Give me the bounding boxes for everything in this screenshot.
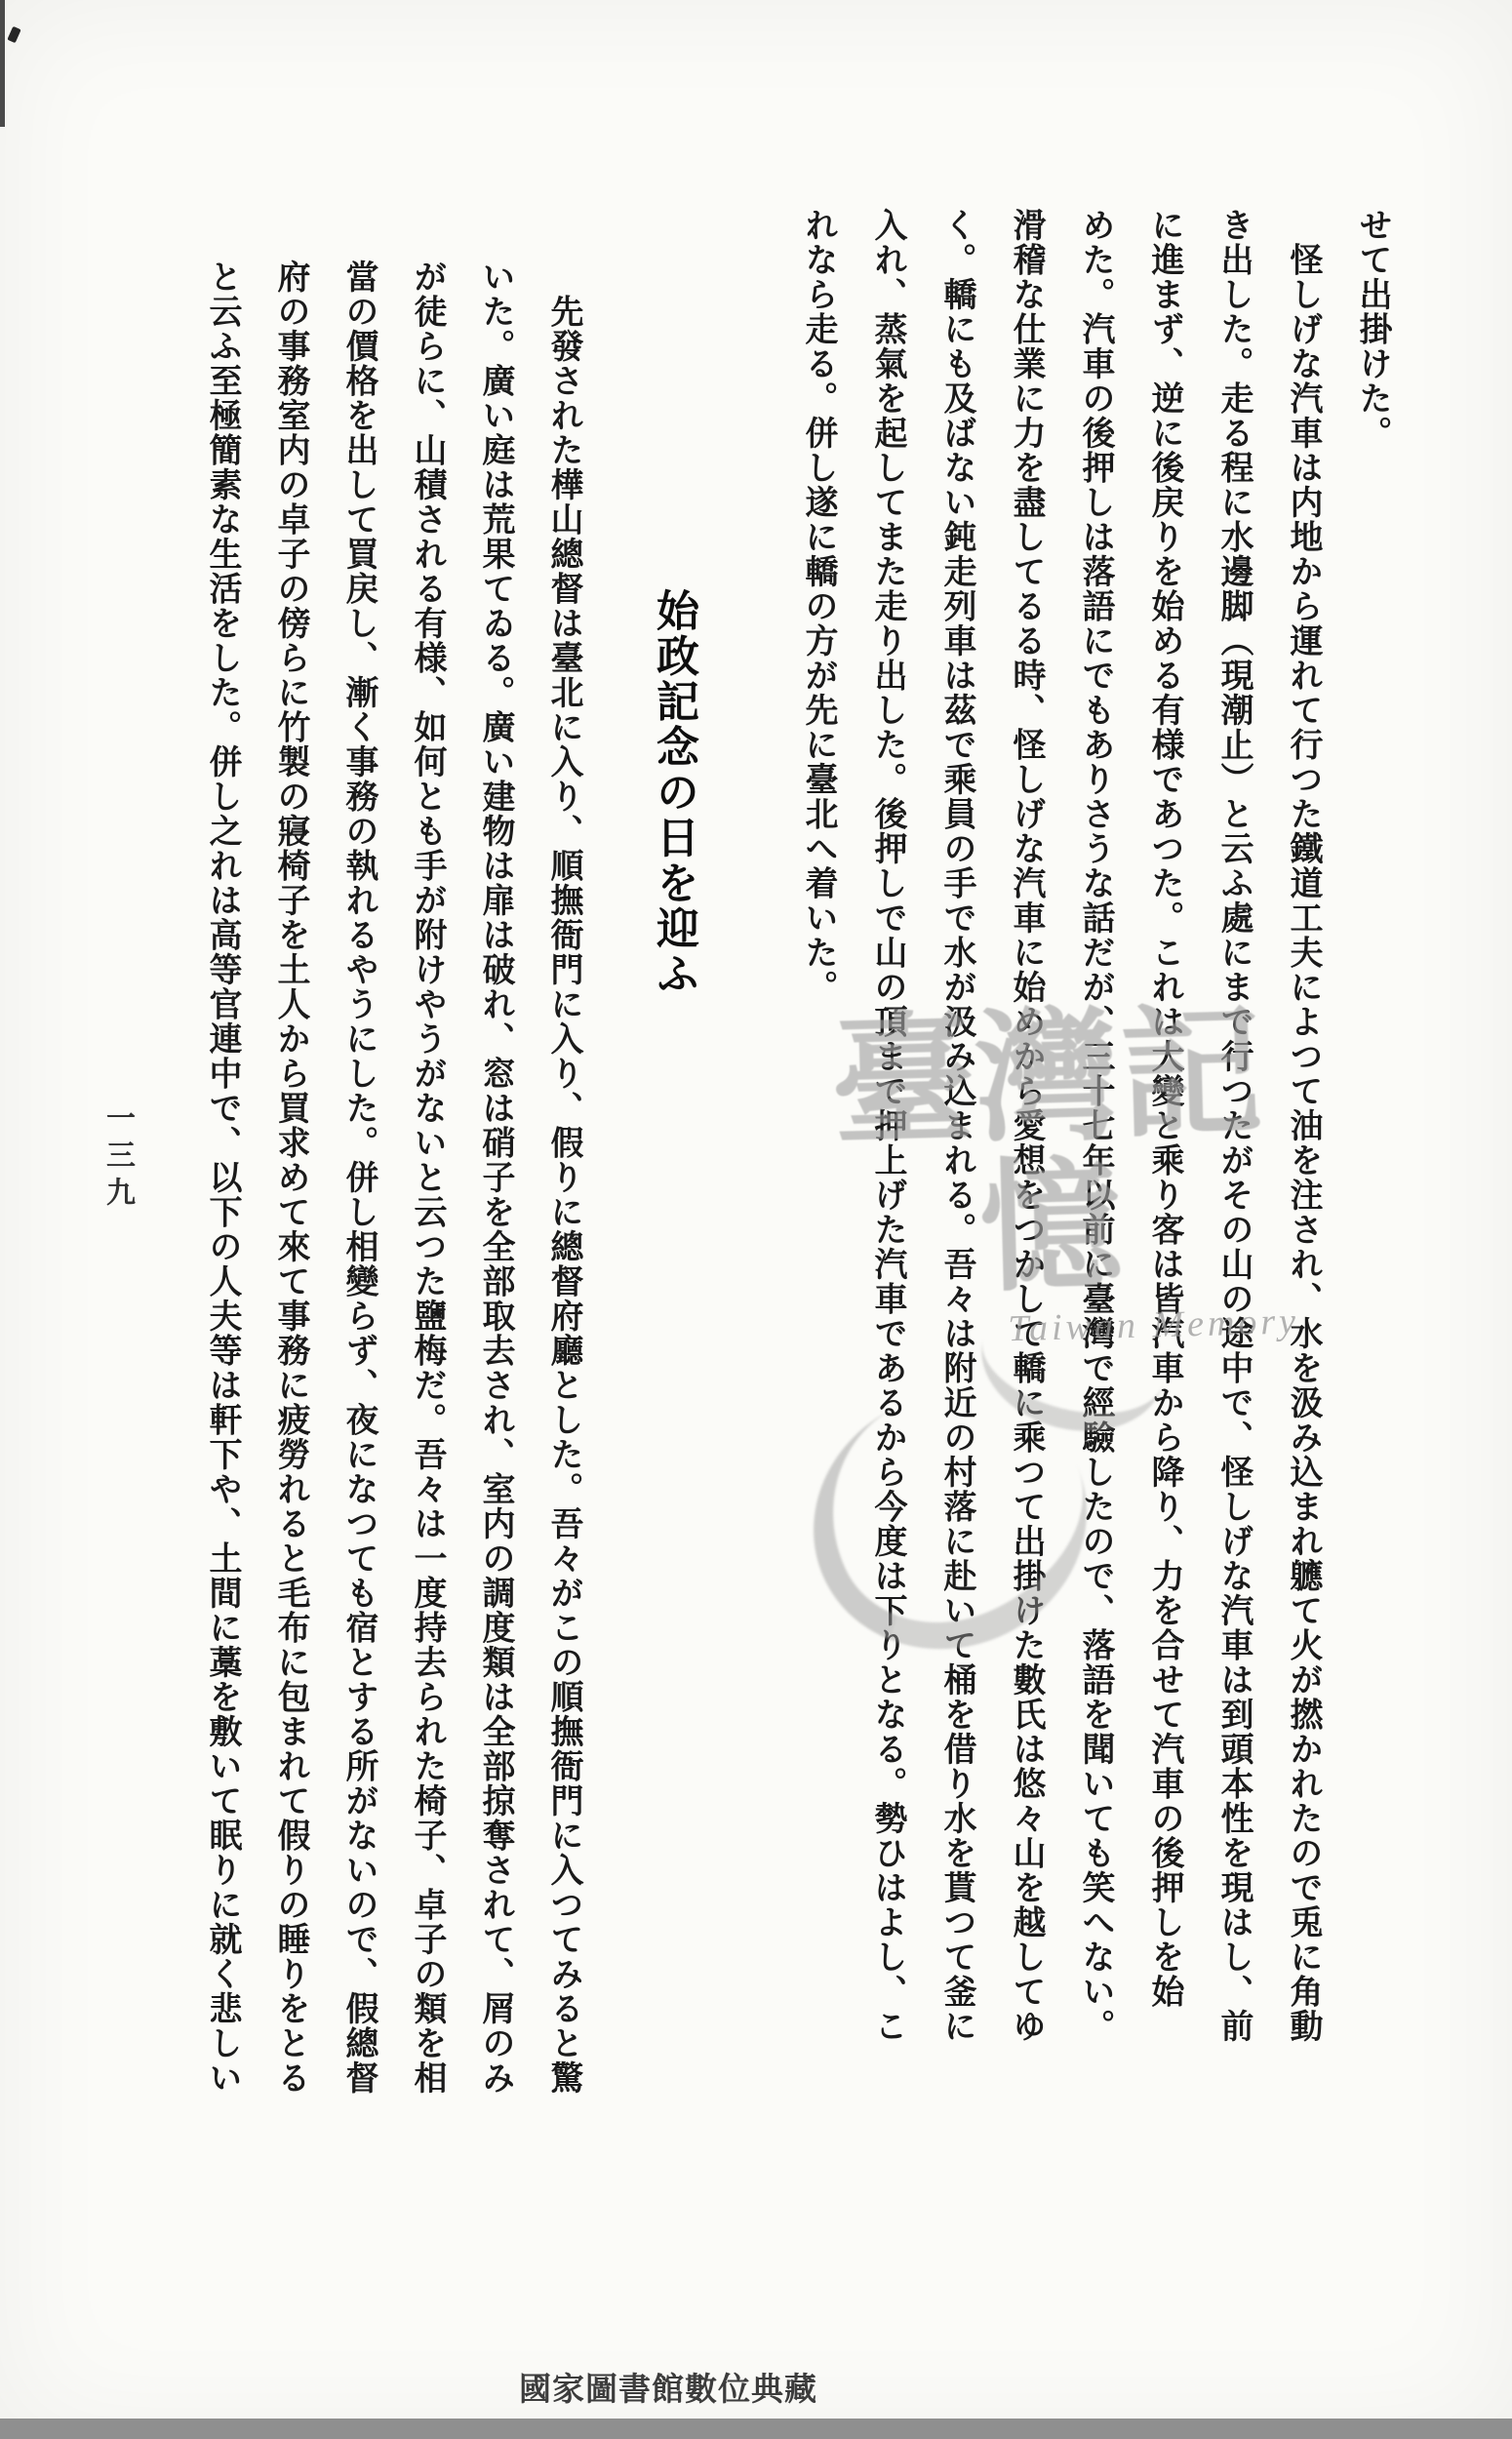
article-continuation-block (783, 208, 1407, 2096)
text-column: 怪しげな汽車は内地から運れて行つた鐵道工夫によつて油を注され、水を汲み込まれ軈て火が撚かれたので兎に角動 (1285, 208, 1321, 2044)
text-column: 先發された樺山總督は臺北に入り、順撫衙門に入り、假りに總督府廳とした。吾々がこの順撫衙門に入つてみると驚 (545, 260, 581, 2096)
scan-artifact-edge-line (0, 0, 5, 127)
text-column: めた。汽車の後押しは落語にでもありさうな話だが、三十七年以前に臺灣で經驗したので、落語を聞いても笑へない。 (1077, 208, 1113, 2044)
text-column: く。轎にも及ばない鈍走列車は茲で乘員の手で水が汲み込まれる。吾々は附近の村落に赴いて桶を借り水を貰つて釜に (938, 208, 975, 2044)
text-column: 府の事務室内の卓子の傍らに竹製の寢椅子を土人から買求めて來て事務に疲勞れると毛布に包まれて假りの睡りをとる (272, 260, 308, 2096)
watermark-latin-text: Taiwan Memory (1007, 1299, 1300, 1349)
text-column: と云ふ至極簡素な生活をした。併し之れは高等官連中で、以下の人夫等は軒下や、土間に藁を敷いて眠りに就く悲しい (204, 260, 240, 2096)
text-column: に進まず、逆に後戻りを始める有様であつた。これは大變と乘り客は皆汽車から降り、力を合せて汽車の後押しを始 (1146, 208, 1182, 2009)
text-column: れなら走る。併し遂に轎の方が先に臺北へ着いた。 (800, 208, 836, 1005)
text-column: 當の價格を出して買戻し、漸く事務の執れるやうにした。併し相變らず、夜になつても宿とする所がないので、假總督 (340, 260, 377, 2096)
text-column: 入れ、蒸氣を起してまた走り出した。後押しで山の頂まで押上げた汽車であるから今度は下りとなる。勢ひはよし、こ (869, 208, 905, 2044)
text-column: 滑稽な仕業に力を盡してるる時、怪しげな汽車に始めから愛想をつかして轎に乘つて出掛けた數氏は悠々山を越してゆ (1008, 208, 1044, 2044)
text-column: き出した。走る程に水邊脚（現潮止）と云ふ處にまで行つたがその山の途中で、怪しげな汽車は到頭本性を現はし、前 (1215, 208, 1252, 2044)
section-body-block (187, 260, 597, 2113)
page-number: 一三九 (101, 1102, 134, 1214)
watermark-cjk-text: 臺灣記憶 (829, 994, 1267, 1310)
scan-bottom-band (0, 2419, 1512, 2439)
section-heading: 始政記念の日を迎ふ (650, 588, 697, 997)
text-column: が徒らに、山積される有様、如何とも手が附けやうがないと云つた鹽梅だ。吾々は一度持去られた椅子、卓子の類を相 (409, 260, 445, 2096)
text-column: せて出掛けた。 (1354, 208, 1390, 451)
archive-footer-caption: 國家圖書館數位典藏 (519, 2373, 817, 2408)
text-column: いた。廣い庭は荒果てゐる。廣い建物は扉は破れ、窓は硝子を全部取去され、室内の調度類は全部掠奪されて、屑のみ (477, 260, 513, 2096)
scan-artifact-speck (7, 26, 20, 43)
